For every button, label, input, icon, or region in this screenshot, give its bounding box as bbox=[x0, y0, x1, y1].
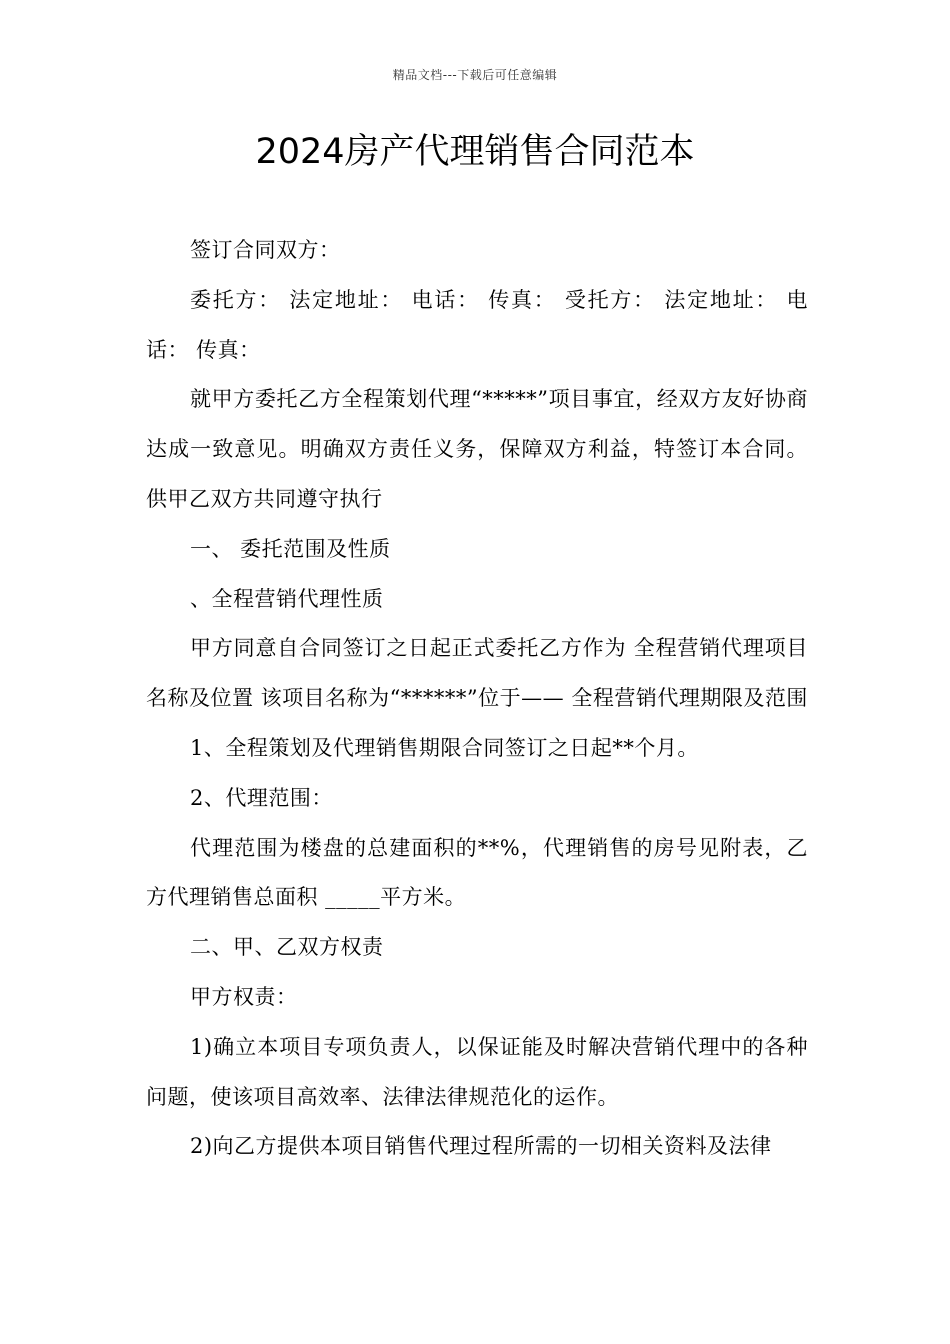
paragraph-entrustment: 甲方同意自合同签订之日起正式委托乙方作为 全程营销代理项目名称及位置 该项目名称为“******”位于—— 全程营销代理期限及范围 bbox=[146, 636, 808, 711]
subsection-heading-party-a: 甲方权责： bbox=[190, 984, 298, 1009]
paragraph-scope-heading: 2、代理范围： bbox=[190, 785, 333, 810]
paragraph-term: 1、全程策划及代理销售期限合同签订之日起**个月。 bbox=[190, 735, 699, 760]
paragraph-party-a-duty-1: 1)确立本项目专项负责人，以保证能及时解决营销代理中的各种问题，使该项目高效率、法律法律规范化的运作。 bbox=[146, 1034, 808, 1109]
paragraph-parties-heading: 签订合同双方： bbox=[190, 238, 341, 262]
subsection-heading-nature: 、全程营销代理性质 bbox=[190, 586, 384, 611]
paragraph-party-a-duty-2: 2)向乙方提供本项目销售代理过程所需的一切相关资料及法律 bbox=[190, 1134, 772, 1159]
document-title: 2024房产代理销售合同范本 bbox=[255, 132, 695, 172]
paragraph-parties-details: 委托方： 法定地址： 电话： 传真： 受托方： 法定地址： 电话： 传真： bbox=[146, 287, 808, 362]
section-heading-rights: 二、甲、乙双方权责 bbox=[190, 935, 384, 960]
section-heading-scope: 一、 委托范围及性质 bbox=[190, 536, 391, 561]
header-note: 精品文档---下载后可任意编辑 bbox=[392, 68, 558, 82]
paragraph-preamble: 就甲方委托乙方全程策划代理“*****”项目事宜，经双方友好协商达成一致意见。明确双方责任义务，保障双方利益，特签订本合同。供甲乙双方共同遵守执行 bbox=[146, 387, 808, 511]
document-body bbox=[146, 226, 808, 1172]
paragraph-scope-details: 代理范围为楼盘的总建面积的**%，代理销售的房号见附表，乙方代理销售总面积 _____平方米。 bbox=[146, 835, 808, 910]
